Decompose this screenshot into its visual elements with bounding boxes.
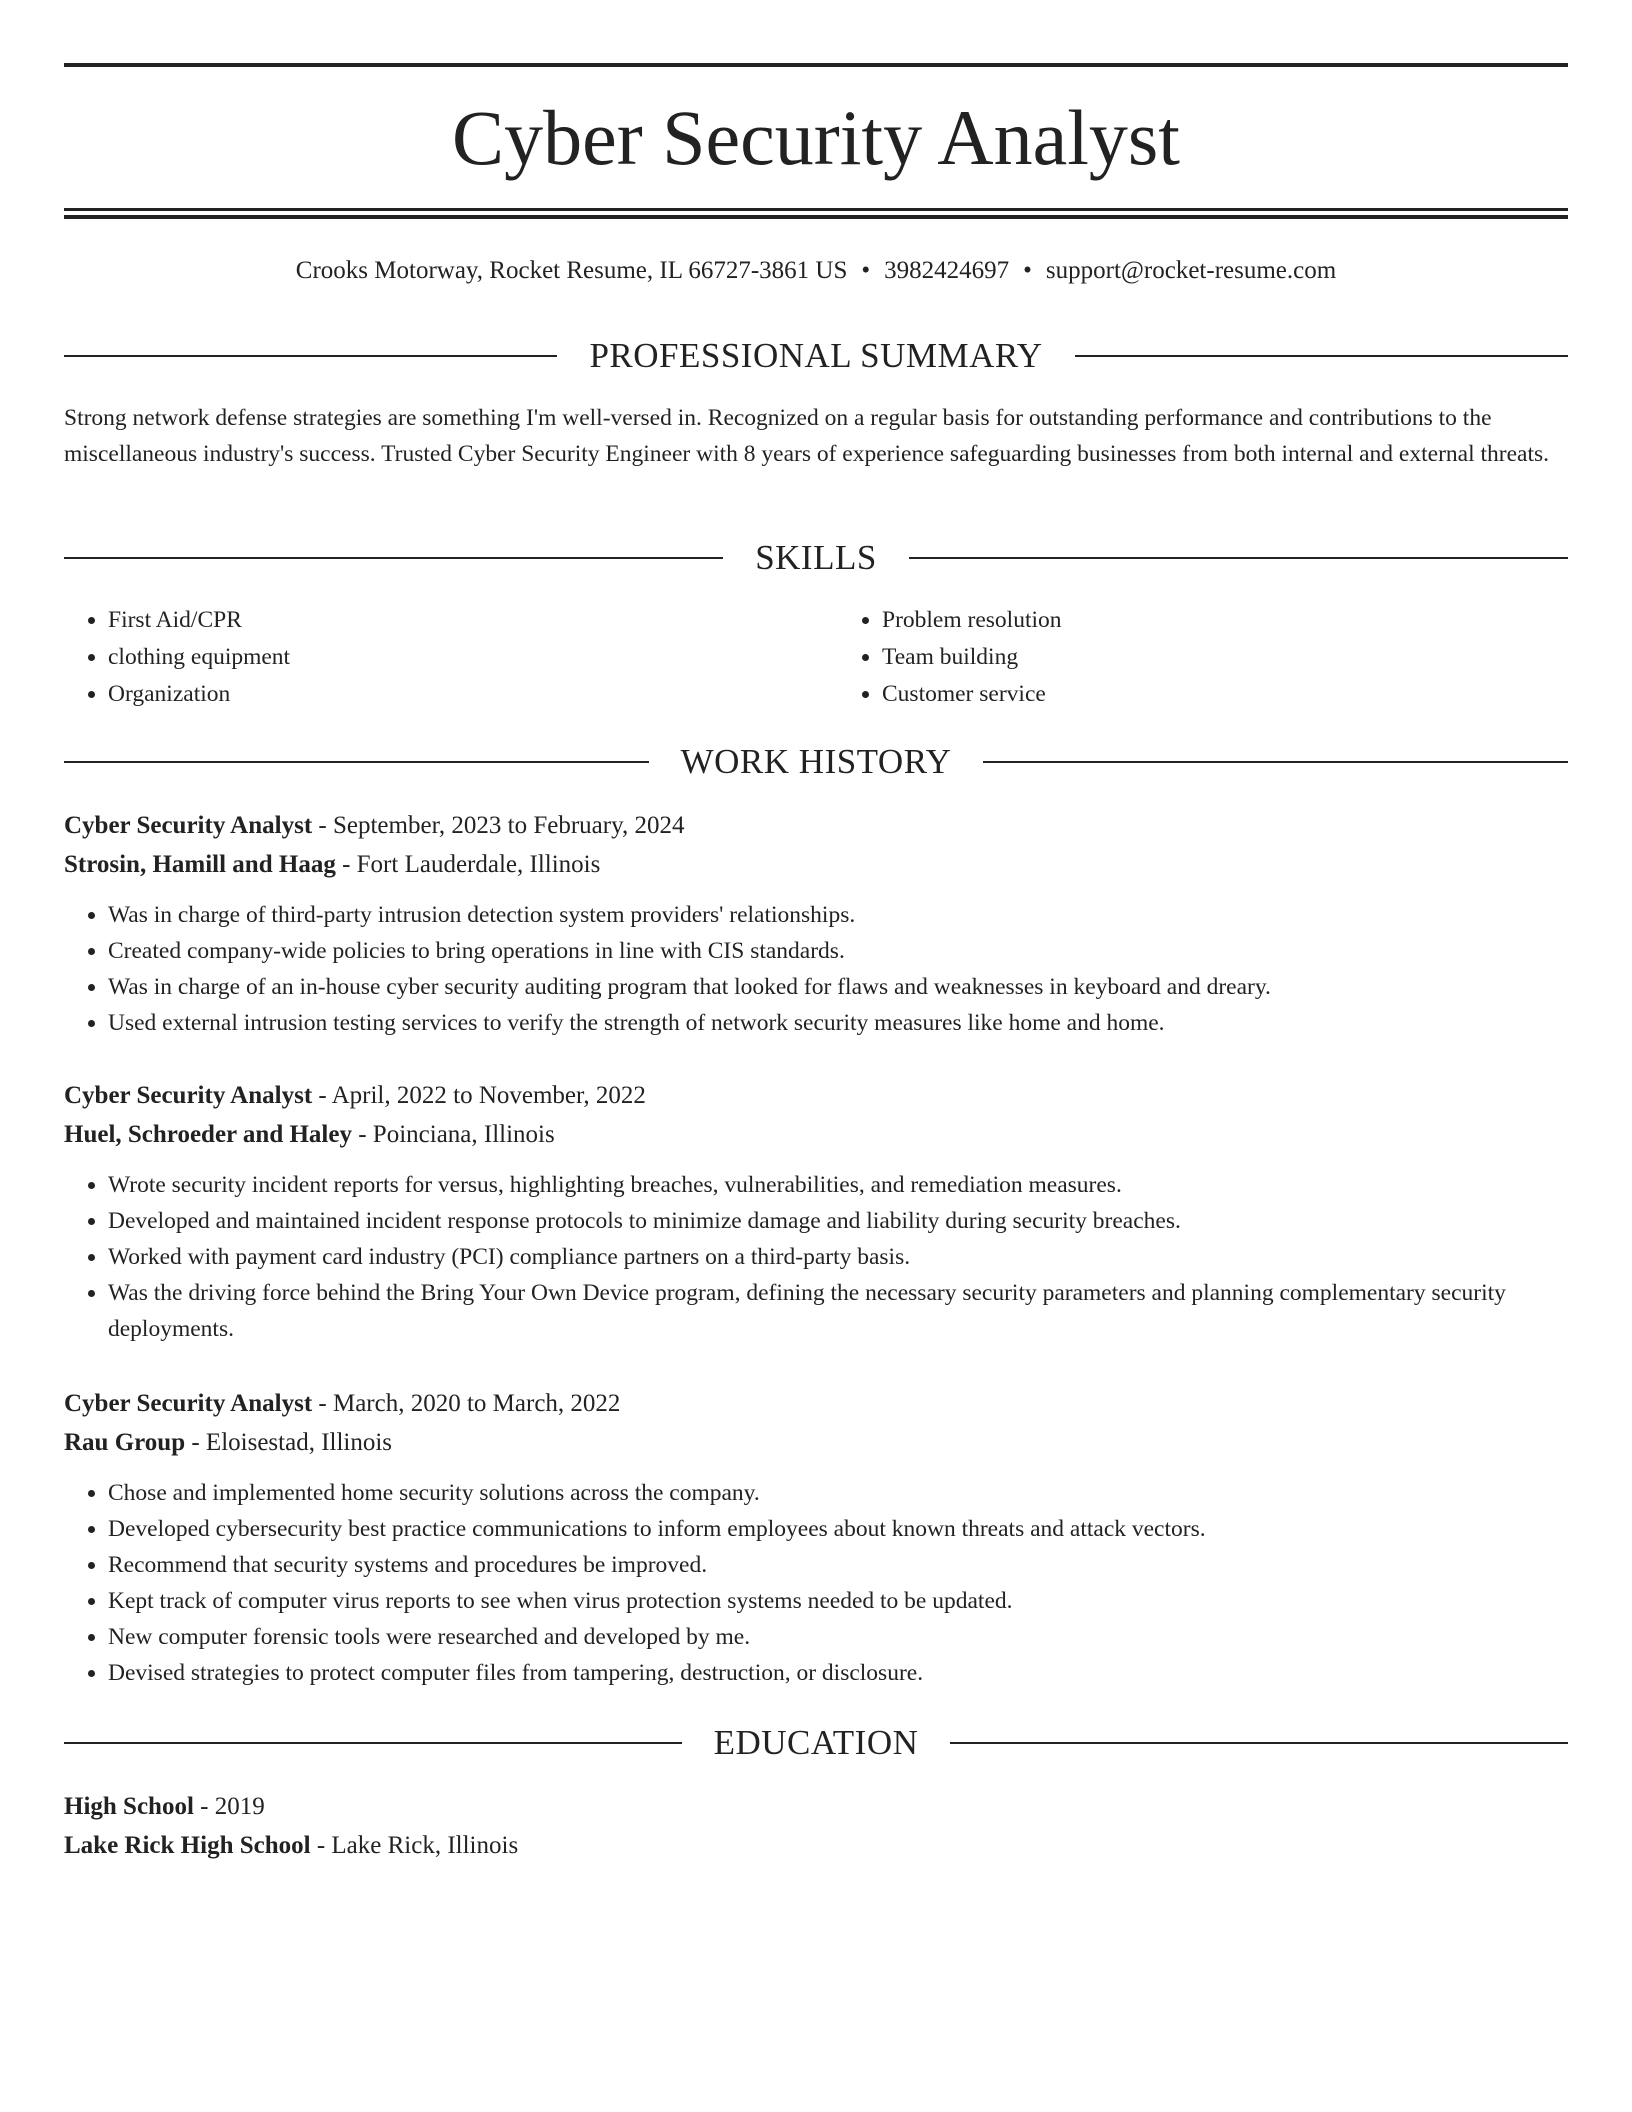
- resume-title: Cyber Security Analyst: [452, 94, 1180, 181]
- job-company-line: [64, 845, 1568, 884]
- education-school: Lake Rick High School: [64, 1832, 311, 1859]
- heading-rule: [64, 1742, 682, 1744]
- job-bullets: [64, 897, 1568, 1041]
- section-heading-work: [64, 740, 1568, 784]
- job-company: Rau Group: [64, 1429, 186, 1456]
- education-year: - 2019: [193, 1793, 265, 1820]
- contact-separator: •: [861, 257, 871, 284]
- job-dates: - April, 2022 to November, 2022: [312, 1082, 646, 1109]
- job-location: - Eloisestad, Illinois: [185, 1429, 393, 1456]
- contact-phone: 3982424697: [884, 257, 1010, 284]
- skill-item: • First Aid/CPR: [108, 602, 794, 639]
- job-bullet: • Was in charge of an in-house cyber security auditing program that looked for flaws and weaknesses in keyboard and dreary.: [108, 969, 1568, 1005]
- education-degree: High School: [64, 1793, 194, 1820]
- job-title-line: [64, 1384, 1568, 1423]
- job-bullet: • Created company-wide policies to bring operations in line with CIS standards.: [108, 933, 1568, 969]
- job-bullet: • Was the driving force behind the Bring Your Own Device program, defining the necessary security parameters and planning complementary security deployments.: [108, 1275, 1568, 1347]
- job-bullet: • Worked with payment card industry (PCI) compliance partners on a third-party basis.: [108, 1239, 1568, 1275]
- contact-line: [64, 254, 1568, 288]
- section-heading-education: [64, 1721, 1568, 1765]
- heading-rule: [983, 761, 1568, 763]
- heading-rule: [1075, 355, 1568, 357]
- heading-rule: [64, 557, 723, 559]
- job-dates: - March, 2020 to March, 2022: [312, 1390, 621, 1417]
- job-bullet: • Wrote security incident reports for versus, highlighting breaches, vulnerabilities, and remediation measures.: [108, 1167, 1568, 1203]
- education-entry: [64, 1787, 1568, 1865]
- job-company: Strosin, Hamill and Haag: [64, 851, 336, 878]
- job-bullets: [64, 1475, 1568, 1691]
- job-location: - Poinciana, Illinois: [351, 1121, 555, 1148]
- job-company-line: [64, 1423, 1568, 1462]
- job-entry: [64, 1384, 1568, 1691]
- job-role: Cyber Security Analyst: [64, 812, 313, 839]
- section-heading-label: PROFESSIONAL SUMMARY: [589, 336, 1043, 375]
- job-bullet: • Recommend that security systems and procedures be improved.: [108, 1547, 1568, 1583]
- job-title-line: [64, 806, 1568, 845]
- job-dates: - September, 2023 to February, 2024: [312, 812, 685, 839]
- job-bullets: [64, 1167, 1568, 1347]
- job-company-line: [64, 1115, 1568, 1154]
- education-school-line: [64, 1826, 1568, 1865]
- contact-address: Crooks Motorway, Rocket Resume, IL 66727-3861 US: [295, 257, 848, 284]
- heading-rule: [64, 761, 649, 763]
- skill-item: • Team building: [882, 639, 1568, 676]
- top-rule: [64, 63, 1568, 67]
- heading-rule: [950, 1742, 1568, 1744]
- skill-item: • Organization: [108, 676, 794, 713]
- job-company: Huel, Schroeder and Haley: [64, 1121, 352, 1148]
- job-bullet: • Devised strategies to protect computer files from tampering, destruction, or disclosure.: [108, 1655, 1568, 1691]
- section-heading-label: SKILLS: [755, 538, 877, 577]
- heading-rule: [909, 557, 1568, 559]
- job-bullet: • Was in charge of third-party intrusion detection system providers' relationships.: [108, 897, 1568, 933]
- summary-text: Strong network defense strategies are something I'm well-versed in. Recognized on a regular basis for outstanding performance and contributions to the miscellaneous industry's success. Trusted Cyber Security Engineer with 8 years of experience safeguarding businesses from both internal and external threats.: [64, 405, 1549, 467]
- skills-column-right: [794, 602, 1568, 713]
- job-bullet: • New computer forensic tools were researched and developed by me.: [108, 1619, 1568, 1655]
- education-location: - Lake Rick, Illinois: [310, 1832, 519, 1859]
- heading-rule: [64, 355, 557, 357]
- job-bullet: • Kept track of computer virus reports to see when virus protection systems needed to be updated.: [108, 1583, 1568, 1619]
- job-bullet: • Used external intrusion testing services to verify the strength of network security measures like home and home.: [108, 1005, 1568, 1041]
- skill-item: • Problem resolution: [882, 602, 1568, 639]
- title-rule-lower: [64, 215, 1568, 219]
- contact-email: support@rocket-resume.com: [1045, 257, 1337, 284]
- section-heading-skills: [64, 536, 1568, 580]
- job-role: Cyber Security Analyst: [64, 1082, 313, 1109]
- skills-list: [64, 602, 1568, 713]
- job-title-line: [64, 1076, 1568, 1115]
- skill-item: • clothing equipment: [108, 639, 794, 676]
- skills-column-left: [64, 602, 794, 713]
- job-role: Cyber Security Analyst: [64, 1390, 313, 1417]
- section-heading-label: WORK HISTORY: [680, 742, 952, 781]
- contact-separator: •: [1023, 257, 1032, 284]
- job-bullet: • Developed and maintained incident response protocols to minimize damage and liability during security breaches.: [108, 1203, 1568, 1239]
- title-rule-upper: [64, 208, 1568, 211]
- job-location: - Fort Lauderdale, Illinois: [335, 851, 601, 878]
- job-bullet: • Chose and implemented home security solutions across the company.: [108, 1475, 1568, 1511]
- education-degree-line: [64, 1787, 1568, 1826]
- skill-item: • Customer service: [882, 676, 1568, 713]
- section-heading-summary: [64, 334, 1568, 378]
- section-heading-label: EDUCATION: [713, 1723, 919, 1762]
- job-entry: [64, 806, 1568, 1041]
- job-entry: [64, 1076, 1568, 1347]
- job-bullet: • Developed cybersecurity best practice communications to inform employees about known threats and attack vectors.: [108, 1511, 1568, 1547]
